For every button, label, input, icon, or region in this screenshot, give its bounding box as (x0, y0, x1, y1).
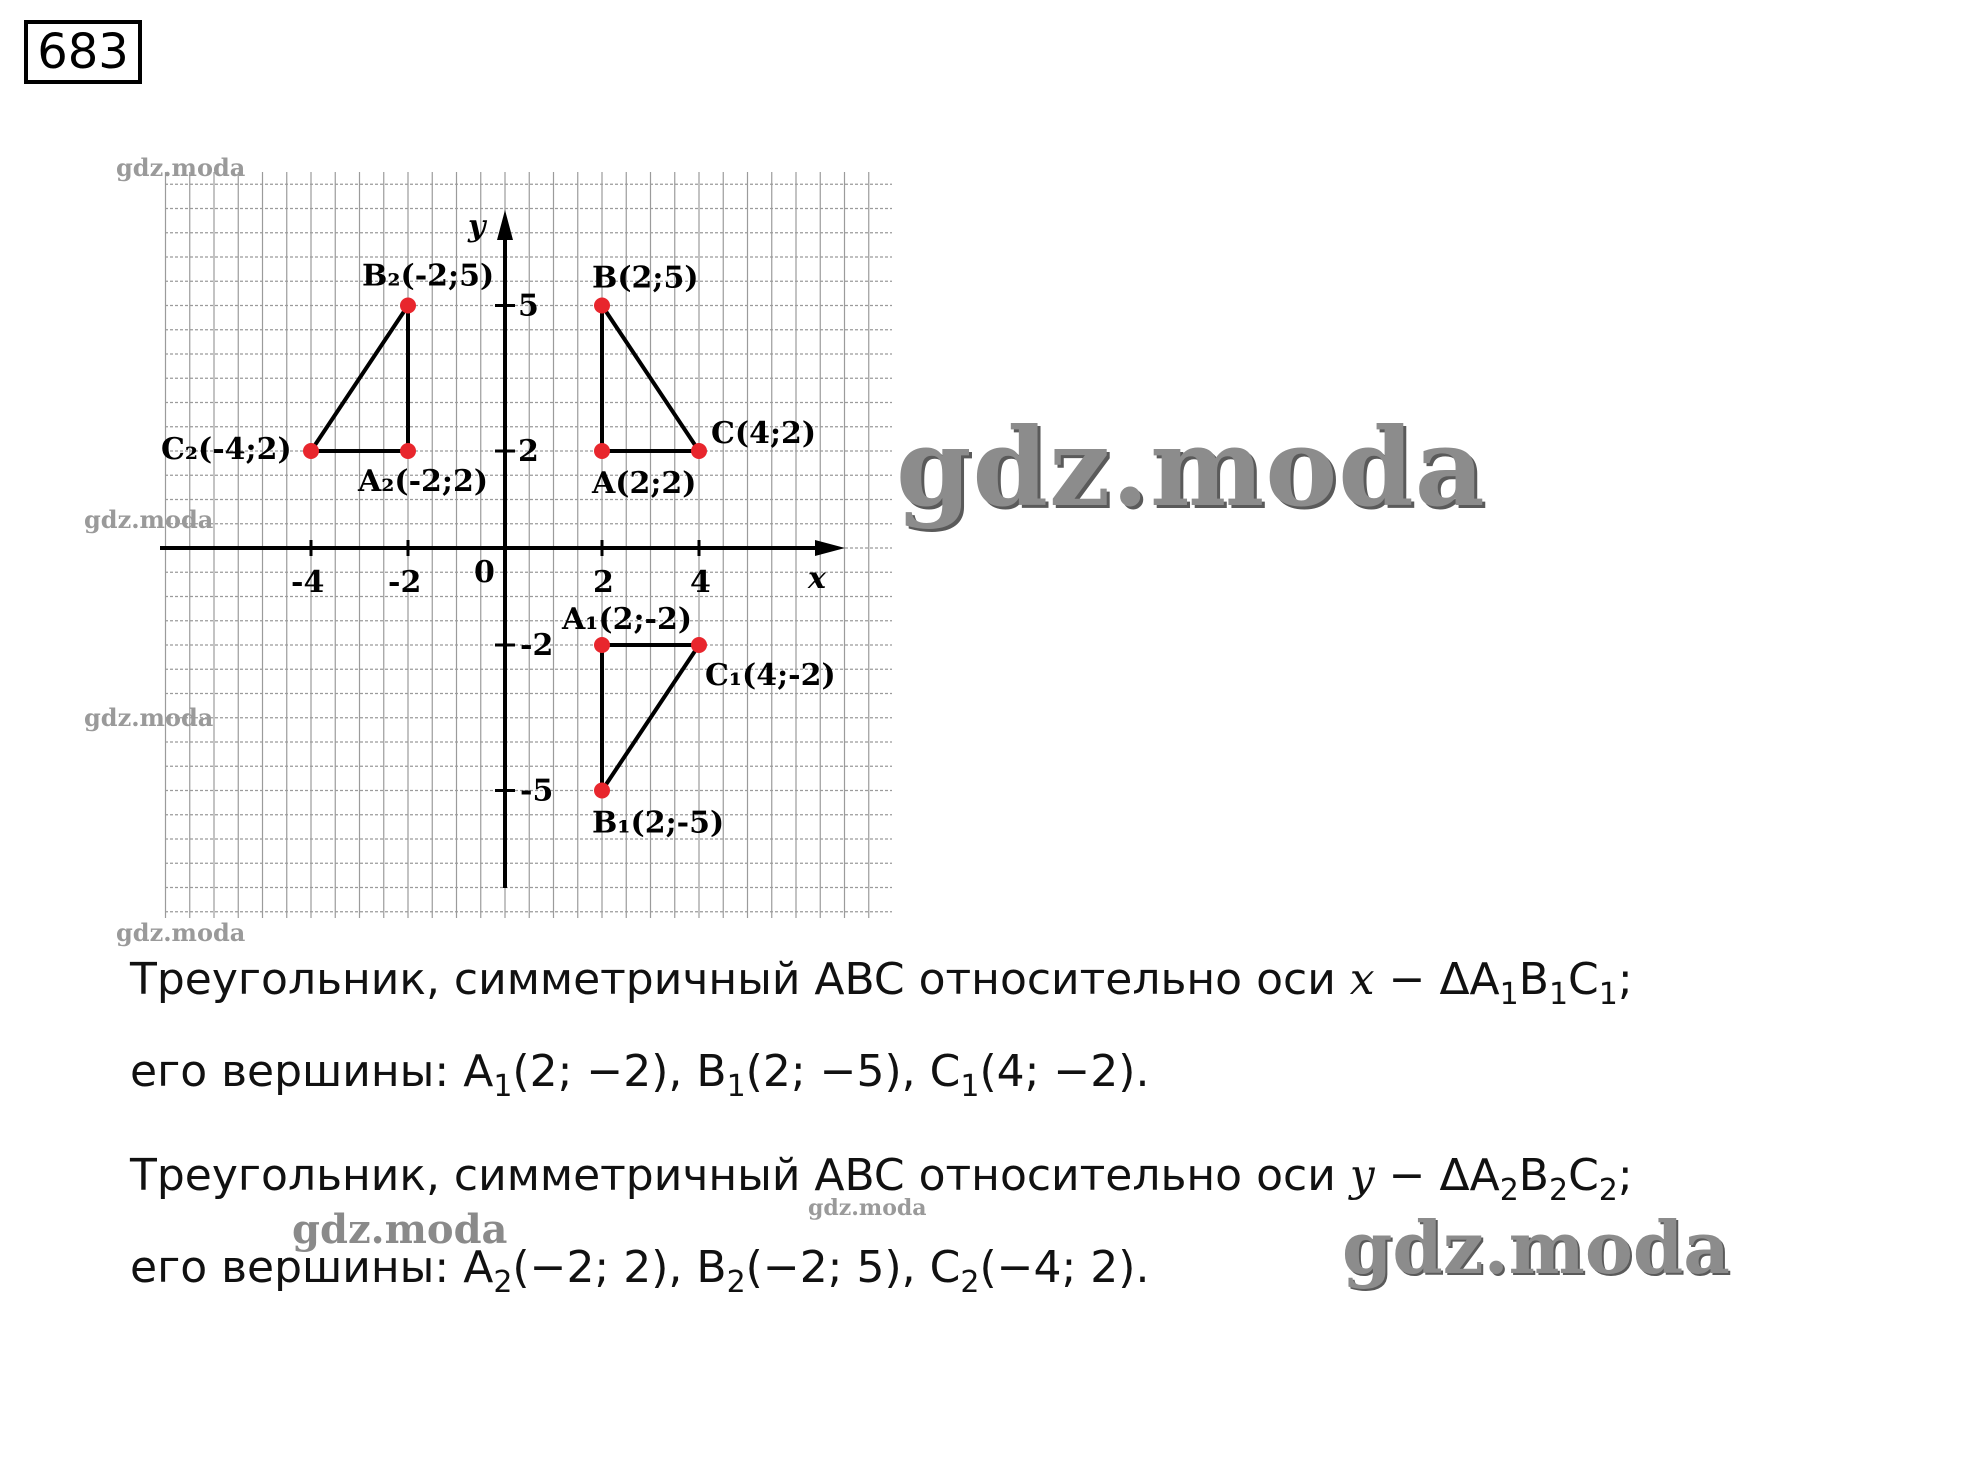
axis-name: x (1349, 954, 1375, 1005)
subscript: 1 (960, 1069, 980, 1104)
solution-text: Треугольник, симметричный ABC относительно оси (130, 954, 1350, 1005)
vertex-coords: (−4; 2). (979, 1242, 1150, 1293)
watermark: gdz.moda (808, 1195, 927, 1221)
punctuation: ; (1617, 1150, 1633, 1201)
x-tick-label: -2 (388, 565, 422, 600)
point-B (594, 298, 610, 314)
punctuation: ; (1617, 954, 1633, 1005)
vertex-letter: C (1568, 1150, 1599, 1201)
subscript: 2 (493, 1265, 513, 1300)
watermark: gdz.moda (84, 703, 214, 732)
y-tick-label: -2 (520, 628, 554, 663)
subscript: 2 (1548, 1173, 1569, 1208)
watermark: gdz.moda (116, 918, 246, 947)
vertex-coords: (2; −5), C (745, 1046, 961, 1097)
subscript: 1 (1598, 977, 1618, 1012)
point-label-C2: C₂(-4;2) (161, 432, 292, 467)
x-axis-arrow (815, 540, 845, 556)
vertex-coords: (−2; 2), B (512, 1242, 727, 1293)
solution-text: Треугольник, симметричный ABC относительно оси (130, 1150, 1350, 1201)
vertex-letter: B (1518, 954, 1549, 1005)
point-label-A2: A₂(-2;2) (358, 464, 489, 499)
y-axis-label: y (468, 209, 486, 244)
point-label-B1: B₁(2;-5) (592, 805, 725, 841)
point-C (691, 443, 707, 459)
triangle-prefix: − ΔA (1374, 954, 1500, 1005)
y-axis-arrow (497, 210, 513, 240)
subscript: 1 (493, 1069, 513, 1104)
point-label-C: C(4;2) (711, 416, 817, 451)
point-label-A1: A₁(2;-2) (562, 602, 693, 637)
point-A (594, 443, 610, 459)
solution-line-1 (130, 952, 1633, 1012)
vertex-letter: A (463, 1242, 494, 1293)
point-B1 (594, 783, 610, 799)
subscript: 1 (726, 1069, 746, 1104)
point-C2 (303, 443, 319, 459)
subscript: 2 (726, 1265, 746, 1300)
vertex-letter: A (463, 1046, 494, 1097)
point-label-B: B(2;5) (592, 260, 699, 296)
solution-line-2 (130, 1044, 1150, 1104)
solution-text: его вершины: (130, 1046, 464, 1097)
vertex-letter: C (1568, 954, 1599, 1005)
watermark-large: gdz.moda (896, 405, 1486, 531)
x-tick-label: -4 (291, 565, 325, 600)
subscript: 1 (1499, 977, 1519, 1012)
watermark-large: gdz.moda (1342, 1205, 1730, 1290)
point-label-A: A(2;2) (592, 466, 697, 501)
vertex-letter: B (1518, 1150, 1549, 1201)
subscript: 1 (1548, 977, 1569, 1012)
x-tick-label: 2 (593, 565, 614, 600)
solution-line-4 (130, 1240, 1150, 1300)
vertex-coords: (−2; 5), C (745, 1242, 961, 1293)
vertex-coords: (2; −2), B (512, 1046, 727, 1097)
subscript: 2 (960, 1265, 980, 1300)
y-tick-label: 5 (518, 288, 539, 324)
watermark: gdz.moda (116, 153, 246, 182)
y-tick-label: 2 (518, 434, 539, 469)
subscript: 2 (1598, 1173, 1618, 1208)
point-C1 (691, 637, 707, 653)
problem-number: 683 (24, 20, 142, 84)
origin-label: 0 (474, 555, 495, 590)
subscript: 2 (1499, 1173, 1519, 1208)
solution-text: его вершины: (130, 1242, 464, 1293)
point-B2 (400, 298, 416, 314)
axis-name: y (1349, 1150, 1375, 1201)
x-tick-label: 4 (690, 565, 711, 600)
point-label-B2: B₂(-2;5) (362, 258, 495, 294)
point-A2 (400, 443, 416, 459)
watermark: gdz.moda (84, 505, 214, 534)
vertex-coords: (4; −2). (979, 1046, 1150, 1097)
point-label-C1: C₁(4;-2) (705, 658, 836, 693)
watermark: gdz.moda (292, 1206, 508, 1253)
point-A1 (594, 637, 610, 653)
y-tick-label: -5 (520, 773, 554, 809)
x-axis-label: x (808, 561, 826, 596)
triangle-prefix: − ΔA (1374, 1150, 1500, 1201)
